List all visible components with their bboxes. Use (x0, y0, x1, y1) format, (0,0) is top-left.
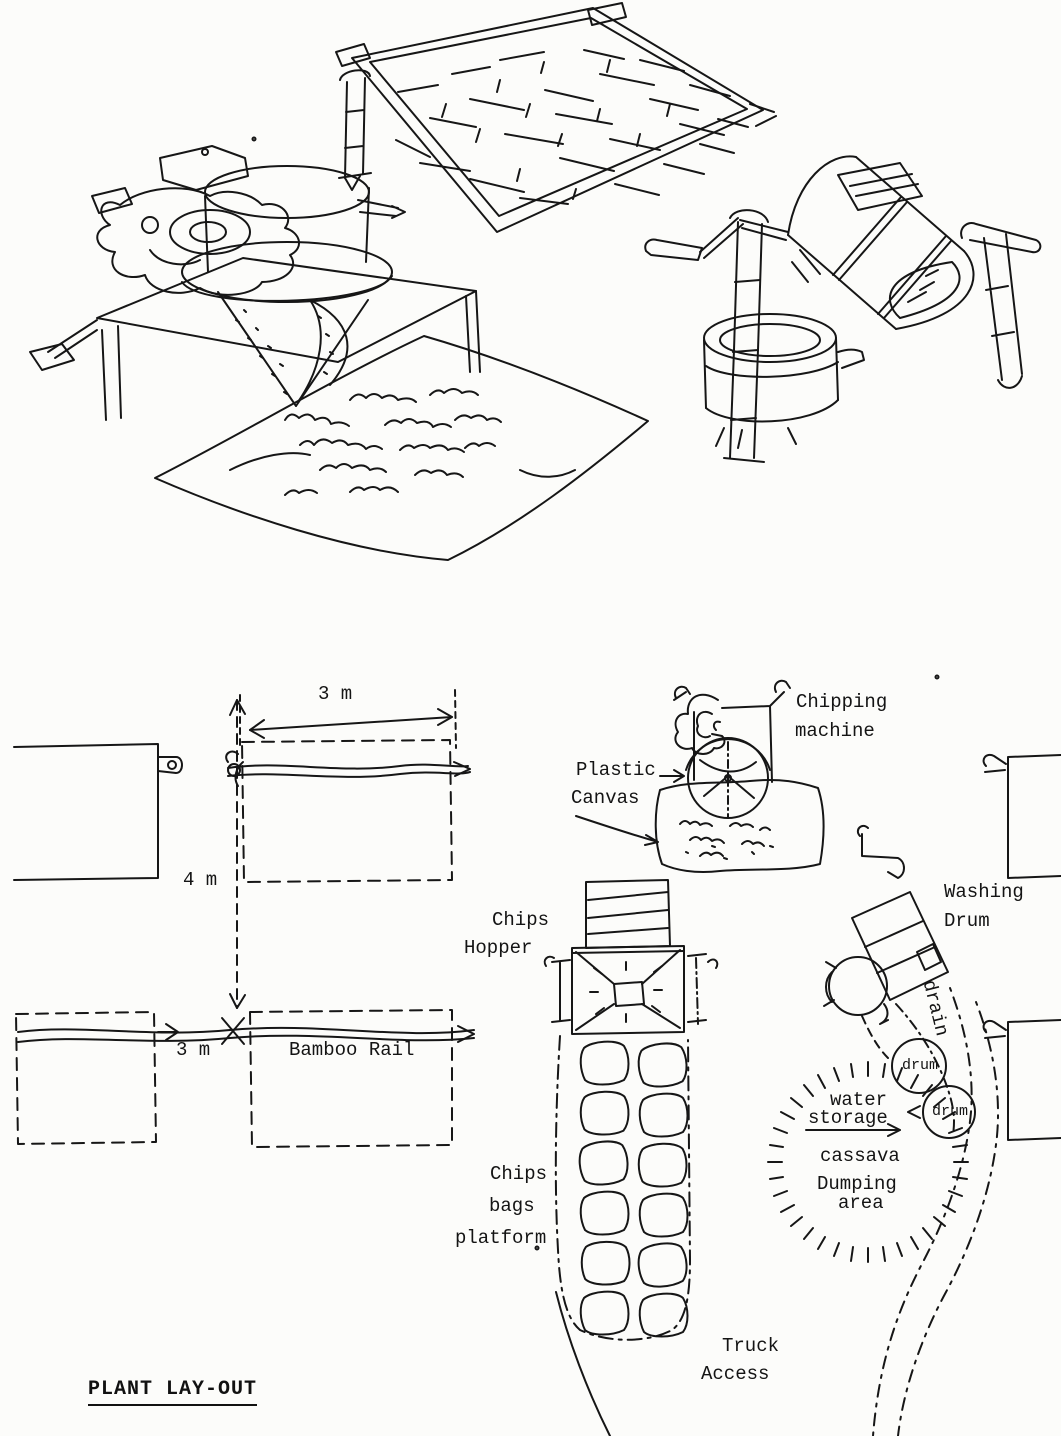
truck-access-label-line2: Access (701, 1363, 770, 1385)
chips-hopper-label-line2: Hopper (464, 937, 533, 959)
drying-tray-illustration (336, 3, 776, 232)
plan-chips-bags-platform (556, 1036, 690, 1436)
plan-title: PLANT LAY-OUT (88, 1378, 257, 1406)
bamboo-rail-label: Bamboo Rail (289, 1039, 415, 1061)
plastic-canvas-arrow (576, 816, 658, 845)
dim-3m-top-label: 3 m (318, 683, 353, 705)
water-storage-label-line2: storage (808, 1107, 888, 1129)
chipping-machine-label-line1: Chipping (796, 691, 888, 713)
plan-chips-hopper (545, 880, 718, 1034)
dim-4m-label: 4 m (183, 869, 218, 891)
washing-drum-label-line2: Drum (944, 910, 990, 932)
plan-bamboo-rail-row1 (226, 752, 470, 777)
plan-drums (892, 1039, 975, 1138)
chips-bags-label-line3: platform (455, 1227, 547, 1249)
washing-drum-illustration (645, 156, 1040, 462)
dumping-area-label-line1: cassava (820, 1145, 900, 1167)
drum-lower-label: drum (931, 1103, 968, 1120)
plan-truck-access-road (873, 988, 998, 1436)
drum-upper-label: drum (901, 1057, 938, 1074)
drain-label: drain (917, 977, 953, 1039)
washing-drum-label-line1: Washing (944, 881, 1024, 903)
chips-hopper-label-line1: Chips (492, 909, 550, 931)
truck-access-label-line1: Truck (722, 1335, 780, 1357)
water-storage-label-line1: water (830, 1089, 888, 1111)
plastic-canvas-label-line1: Plastic (576, 759, 656, 781)
chipping-machine-illustration (30, 146, 648, 560)
chip-bags (579, 1042, 688, 1337)
dim-3m-bottom-label: 3 m (176, 1039, 211, 1061)
dumping-area-label-line3: area (838, 1192, 884, 1214)
plan-platform-row1-right (984, 755, 1061, 878)
chips-bags-label-line1: Chips (490, 1163, 548, 1185)
chips-bags-label-line2: bags (489, 1195, 535, 1217)
plan-platform-row1-mid (242, 740, 452, 882)
dumping-area-label-line2: Dumping (817, 1173, 897, 1195)
plan-platform-row1-left (14, 744, 182, 880)
chipping-machine-label-line2: machine (795, 720, 875, 742)
plastic-canvas-label-line2: Canvas (571, 787, 640, 809)
